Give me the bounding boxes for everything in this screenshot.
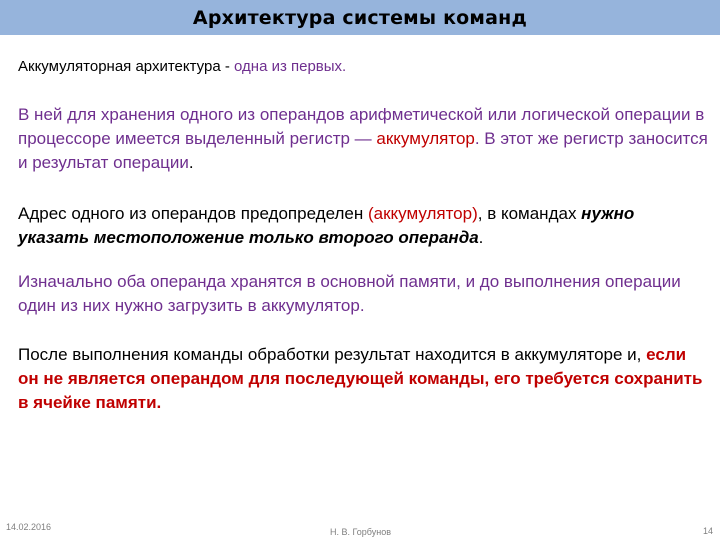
paragraph-result (18, 343, 708, 415)
paragraph-address (18, 202, 708, 250)
p1-text: В ней для хранения одного из операндов арифметической или логической операции в процессоре имеется выделенный регистр — (18, 105, 705, 148)
p3-text: Изначально оба операнда хранятся в основной памяти, и до выполнения операции один из них нужно загрузить в аккумулятор. (18, 272, 681, 315)
p4-text: После выполнения команды обработки результат находится в аккумуляторе и, (18, 345, 647, 364)
intro-rest: одна из первых. (234, 58, 347, 75)
slide-title: Архитектура системы команд (192, 6, 528, 29)
footer-author: Н. В. Горбунов (330, 527, 392, 537)
paragraph-memory (18, 270, 708, 318)
p2-period: . (478, 228, 484, 247)
footer-date: 14.02.2016 (6, 522, 52, 532)
p1-text-end: . В этот же регистр заносится и результат операции (18, 129, 708, 172)
p2-text-mid: , в командах (477, 204, 582, 223)
footer-page-number: 14 (703, 526, 714, 536)
p4-emphasis: если он не является операндом для последующей команды, его требуется сохранить в ячейке памяти. (18, 345, 703, 412)
p2-accumulator-term: (аккумулятор) (367, 204, 478, 223)
title-bar (0, 0, 720, 35)
paragraph-intro (18, 55, 346, 79)
p1-accumulator-term: аккумулятор (376, 129, 475, 148)
p2-emphasis: нужно указать местоположение только второго операнда (18, 204, 635, 247)
paragraph-accumulator (18, 103, 708, 175)
p1-period: . (188, 153, 194, 172)
p2-text: Адрес одного из операндов предопределен (18, 204, 368, 223)
intro-term: Аккумуляторная архитектура - (18, 58, 235, 75)
